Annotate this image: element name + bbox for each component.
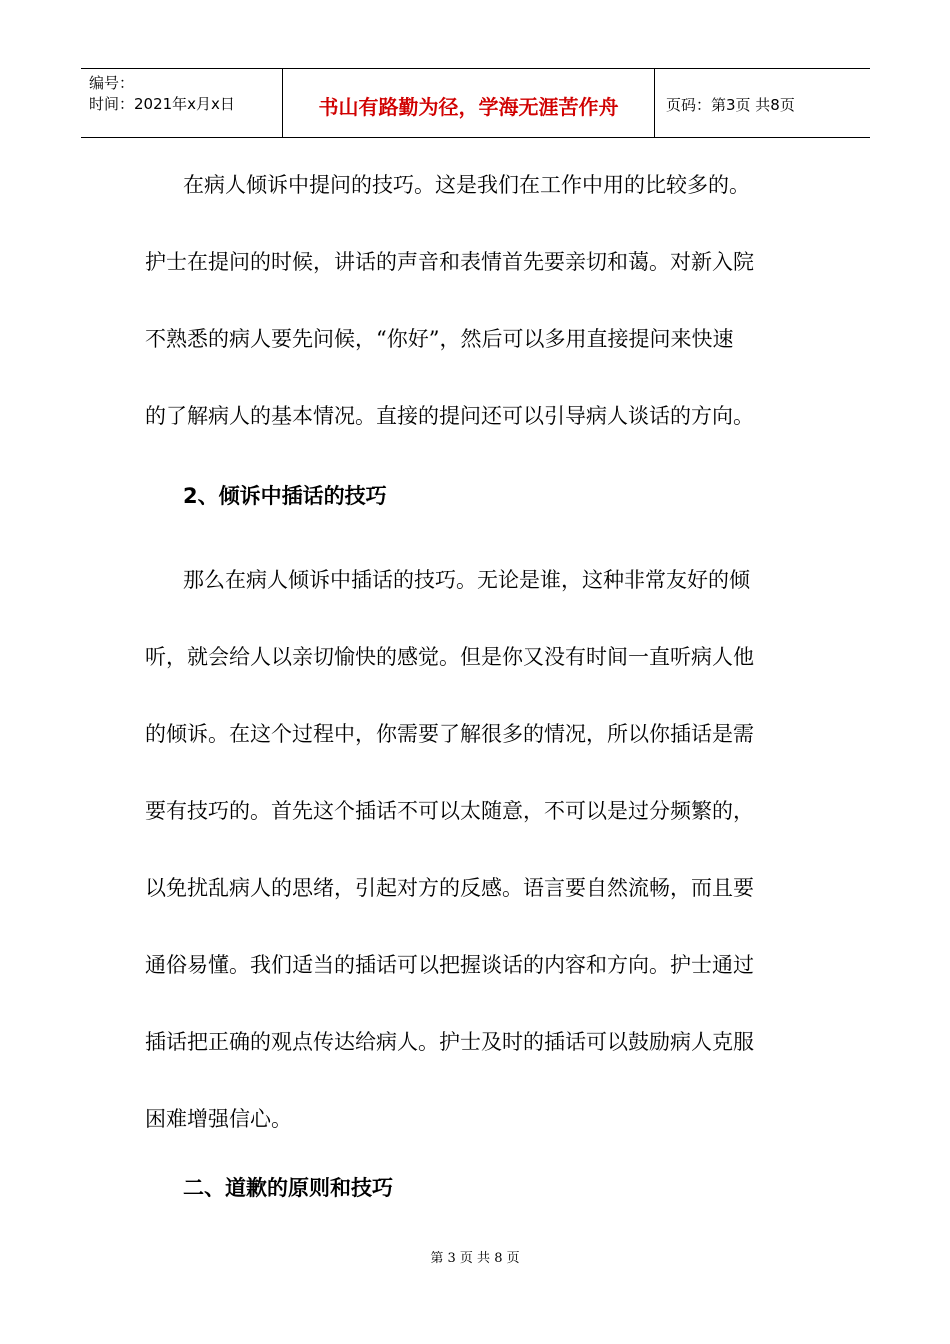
number-label: 编号： [89, 74, 135, 92]
section-heading-2: 2、倾诉中插话的技巧 [183, 484, 387, 508]
paragraph-line: 插话把正确的观点传达给病人。护士及时的插话可以鼓励病人克服 [145, 1030, 754, 1054]
header-meta [81, 69, 282, 137]
header-motto: 书山有路勤为径，学海无涯苦作舟 [282, 69, 655, 137]
paragraph-line: 那么在病人倾诉中插话的技巧。无论是谁，这种非常友好的倾 [183, 568, 750, 592]
time-label: 时间：2021年x月x日 [89, 95, 235, 113]
page-footer: 第 3 页 共 8 页 [430, 1251, 520, 1266]
section-heading-two: 二、道歉的原则和技巧 [183, 1176, 393, 1200]
paragraph-1 [145, 147, 805, 455]
paragraph-line: 听，就会给人以亲切愉快的感觉。但是你又没有时间一直听病人他 [145, 645, 754, 669]
paragraph-line: 护士在提问的时候，讲话的声音和表情首先要亲切和蔼。对新入院 [145, 250, 754, 274]
paragraph-line: 在病人倾诉中提问的技巧。这是我们在工作中用的比较多的。 [183, 173, 750, 197]
paragraph-line: 困难增强信心。 [145, 1107, 292, 1131]
paragraph-line: 不熟悉的病人要先问候，“你好”，然后可以多用直接提问来快速 [145, 327, 734, 351]
paragraph-line: 以免扰乱病人的思绪，引起对方的反感。语言要自然流畅，而且要 [145, 876, 754, 900]
paragraph-2 [145, 542, 805, 1158]
header-page-info: 页码：第3页 共8页 [666, 95, 795, 114]
paragraph-line: 要有技巧的。首先这个插话不可以太随意，不可以是过分频繁的， [145, 799, 754, 823]
paragraph-line: 通俗易懂。我们适当的插话可以把握谈话的内容和方向。护士通过 [145, 953, 754, 977]
paragraph-line: 的倾诉。在这个过程中，你需要了解很多的情况，所以你插话是需 [145, 722, 754, 746]
page-header [81, 68, 870, 138]
paragraph-line: 的了解病人的基本情况。直接的提问还可以引导病人谈话的方向。 [145, 404, 754, 428]
